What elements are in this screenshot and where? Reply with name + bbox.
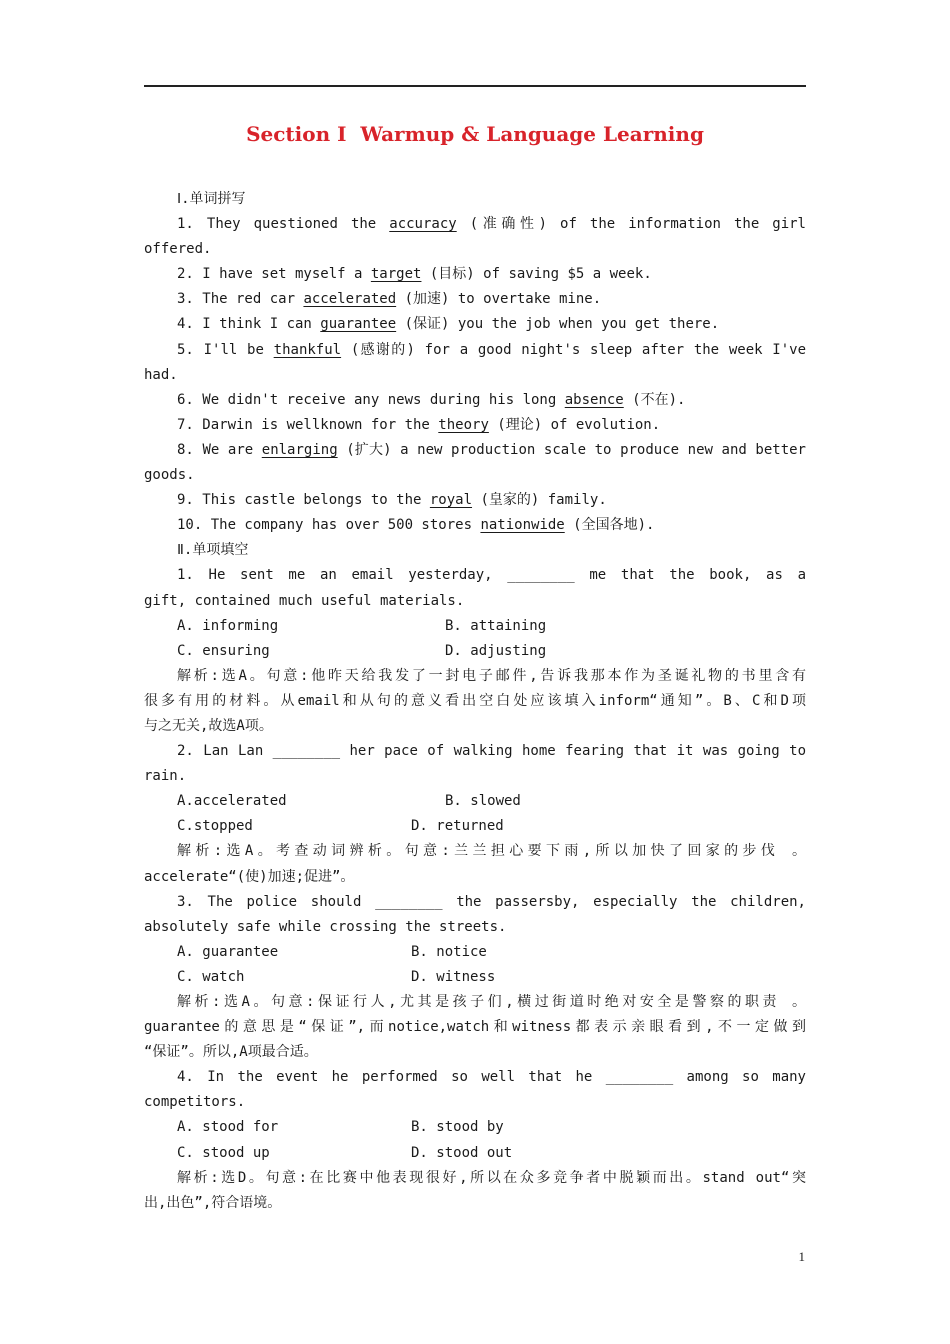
answer: theory	[438, 416, 489, 433]
answer: accelerated	[303, 291, 397, 308]
option-c: C. ensuring	[177, 642, 270, 659]
explanation-cont: accelerate“(使)加速;促进”。	[144, 868, 355, 885]
option-b: B. stood by	[411, 1119, 504, 1136]
vocab-item: 7. Darwin is wellknown for the theory (理论) of evolution.	[177, 416, 661, 433]
option-a: A. informing	[177, 617, 279, 634]
option-row	[144, 789, 806, 814]
explanation-cont: “保证”。所以,A项最合适。	[144, 1044, 318, 1061]
document-body	[144, 187, 806, 1216]
explanation-cont: 出,出色”,符合语境。	[144, 1194, 282, 1211]
option-row	[144, 940, 806, 965]
vocab-item: 8. We are enlarging (扩大) a new production scale to produce new and better	[177, 441, 806, 458]
option-d: D. witness	[411, 968, 496, 985]
option-c: C.stopped	[177, 818, 253, 835]
section-title: Section Ⅰ Warmup & Language Learning	[246, 122, 704, 146]
option-d: D. adjusting	[445, 642, 547, 659]
option-row	[144, 614, 806, 639]
vocab-item: 9. This castle belongs to the royal (皇家的) family.	[177, 492, 607, 509]
option-a: A. guarantee	[177, 943, 279, 960]
vocab-item-cont: goods.	[144, 467, 195, 484]
part1-heading: Ⅰ.单词拼写	[177, 191, 246, 207]
vocab-item: 1. They questioned the accuracy (准确性) of the information the girl	[177, 216, 806, 233]
page-number: 1	[798, 1249, 805, 1264]
question-stem: 1. He sent me an email yesterday, ________ me that the book, as a	[177, 567, 806, 584]
question-stem: 4. In the event he performed so well that he ________ among so many	[177, 1069, 806, 1086]
question-stem: 3. The police should ________ the passersby, especially the children,	[177, 893, 806, 910]
option-d: D. returned	[411, 818, 504, 835]
option-a: A. stood for	[177, 1119, 279, 1136]
option-row	[144, 1141, 806, 1166]
explanation-cont: 与之无关,故选A项。	[144, 717, 273, 734]
option-d: D. stood out	[411, 1144, 513, 1161]
option-b: B. attaining	[445, 617, 547, 634]
explanation: 解析:选A。句意:保证行人,尤其是孩子们,横过街道时绝对安全是警察的职责 。	[177, 994, 806, 1010]
question-stem-cont: gift, contained much useful materials.	[144, 592, 465, 609]
option-c: C. stood up	[177, 1144, 270, 1161]
answer: guarantee	[320, 316, 397, 333]
header-rule	[144, 85, 806, 87]
question-stem-cont: competitors.	[144, 1094, 246, 1111]
answer: nationwide	[480, 517, 565, 534]
question-stem: 2. Lan Lan ________ her pace of walking home fearing that it was going to	[177, 743, 806, 760]
explanation: 解析:选A。句意:他昨天给我发了一封电子邮件,告诉我那本作为圣诞礼物的书里含有	[177, 667, 806, 684]
explanation-cont: 很多有用的材料。从email和从句的意义看出空白处应该填入inform“通知”。B、C和D项	[144, 692, 806, 709]
explanation: 解析:选D。句意:在比赛中他表现很好,所以在众多竞争者中脱颖而出。stand out“突	[177, 1169, 806, 1186]
vocab-item: 6. We didn't receive any news during his long absence (不在).	[177, 391, 686, 408]
answer: thankful	[273, 341, 342, 358]
vocab-item: 5. I'll be thankful (感谢的) for a good night's sleep after the week I've	[177, 341, 806, 358]
explanation-cont: guarantee的意思是“保证”,而notice,watch和witness都表示亲眼看到,不一定做到	[144, 1019, 806, 1036]
option-b: B. notice	[411, 943, 487, 960]
option-row	[144, 965, 806, 990]
answer: target	[370, 266, 422, 283]
option-row	[144, 814, 806, 839]
vocab-item-cont: offered.	[144, 241, 212, 258]
explanation: 解析:选A。考查动词辨析。句意:兰兰担心要下雨,所以加快了回家的步伐 。	[177, 843, 806, 860]
option-c: C. watch	[177, 968, 245, 985]
answer: enlarging	[261, 441, 338, 458]
vocab-item: 2. I have set myself a target (目标) of saving $5 a week.	[177, 266, 652, 283]
vocab-item: 3. The red car accelerated (加速) to overtake mine.	[177, 291, 602, 308]
answer: absence	[564, 391, 624, 408]
answer: royal	[429, 492, 473, 509]
part2-heading: Ⅱ.单项填空	[177, 542, 249, 559]
question-stem-cont: rain.	[144, 768, 187, 785]
question-stem-cont: absolutely safe while crossing the streets.	[144, 918, 507, 935]
answer: accuracy	[389, 216, 457, 233]
vocab-item-cont: had.	[144, 366, 178, 383]
option-row	[144, 639, 806, 664]
vocab-item: 10. The company has over 500 stores nationwide (全国各地).	[177, 517, 655, 534]
option-b: B. slowed	[445, 793, 521, 810]
vocab-item: 4. I think I can guarantee (保证) you the job when you get there.	[177, 316, 720, 333]
option-a: A.accelerated	[177, 793, 287, 810]
option-row	[144, 1115, 806, 1140]
